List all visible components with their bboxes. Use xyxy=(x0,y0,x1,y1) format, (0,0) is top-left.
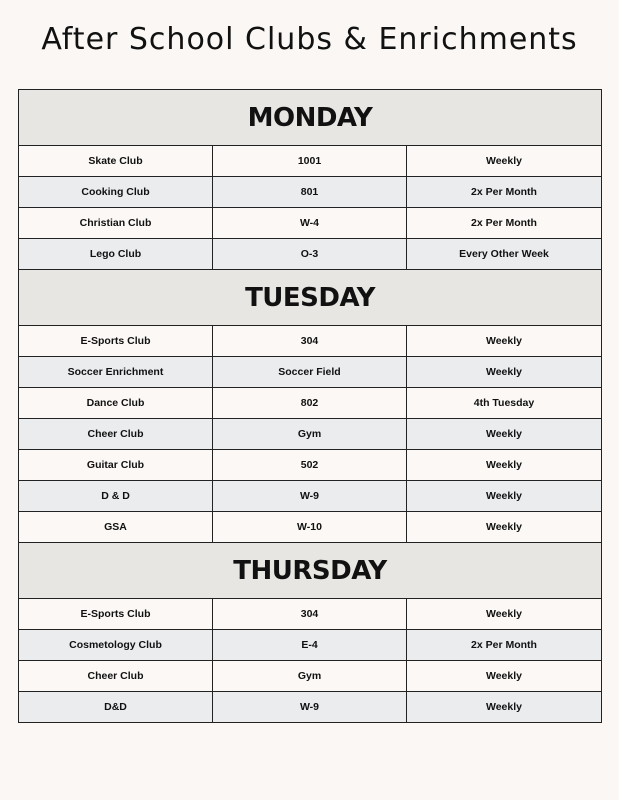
table-row xyxy=(19,599,602,630)
club-name-cell: Cooking Club xyxy=(19,177,213,208)
frequency-cell: Weekly xyxy=(407,692,602,723)
table-row xyxy=(19,512,602,543)
room-cell: 304 xyxy=(213,599,407,630)
table-row xyxy=(19,450,602,481)
club-name-cell: Cosmetology Club xyxy=(19,630,213,661)
club-name-cell: Guitar Club xyxy=(19,450,213,481)
club-name-cell: Skate Club xyxy=(19,146,213,177)
frequency-cell: Weekly xyxy=(407,146,602,177)
room-cell: Gym xyxy=(213,661,407,692)
club-name-cell: D & D xyxy=(19,481,213,512)
day-header-row xyxy=(19,543,602,599)
club-name-cell: Christian Club xyxy=(19,208,213,239)
frequency-cell: Weekly xyxy=(407,450,602,481)
table-row xyxy=(19,630,602,661)
club-schedule-table xyxy=(18,89,602,723)
frequency-cell: 2x Per Month xyxy=(407,630,602,661)
club-name-cell: E-Sports Club xyxy=(19,599,213,630)
table-row xyxy=(19,208,602,239)
frequency-cell: 2x Per Month xyxy=(407,177,602,208)
room-cell: W-9 xyxy=(213,481,407,512)
table-row xyxy=(19,481,602,512)
table-row xyxy=(19,388,602,419)
page-title: After School Clubs & Enrichments xyxy=(41,22,578,57)
frequency-cell: Weekly xyxy=(407,599,602,630)
frequency-cell: Weekly xyxy=(407,481,602,512)
room-cell: Soccer Field xyxy=(213,357,407,388)
room-cell: Gym xyxy=(213,419,407,450)
room-cell: 801 xyxy=(213,177,407,208)
schedule-body xyxy=(19,90,602,723)
club-name-cell: GSA xyxy=(19,512,213,543)
frequency-cell: Weekly xyxy=(407,419,602,450)
room-cell: W-10 xyxy=(213,512,407,543)
day-header-row xyxy=(19,90,602,146)
table-row xyxy=(19,419,602,450)
table-row xyxy=(19,326,602,357)
club-name-cell: Lego Club xyxy=(19,239,213,270)
room-cell: W-4 xyxy=(213,208,407,239)
club-name-cell: Cheer Club xyxy=(19,419,213,450)
room-cell: 1001 xyxy=(213,146,407,177)
table-row xyxy=(19,239,602,270)
frequency-cell: Weekly xyxy=(407,357,602,388)
table-row xyxy=(19,357,602,388)
club-name-cell: D&D xyxy=(19,692,213,723)
table-row xyxy=(19,661,602,692)
table-row xyxy=(19,146,602,177)
room-cell: E-4 xyxy=(213,630,407,661)
room-cell: 802 xyxy=(213,388,407,419)
day-header-row xyxy=(19,270,602,326)
frequency-cell: 2x Per Month xyxy=(407,208,602,239)
club-name-cell: Dance Club xyxy=(19,388,213,419)
frequency-cell: Weekly xyxy=(407,512,602,543)
table-row xyxy=(19,692,602,723)
day-heading: TUESDAY xyxy=(19,270,602,326)
room-cell: 502 xyxy=(213,450,407,481)
room-cell: W-9 xyxy=(213,692,407,723)
day-heading: THURSDAY xyxy=(19,543,602,599)
room-cell: O-3 xyxy=(213,239,407,270)
frequency-cell: Weekly xyxy=(407,326,602,357)
club-name-cell: Soccer Enrichment xyxy=(19,357,213,388)
room-cell: 304 xyxy=(213,326,407,357)
day-heading: MONDAY xyxy=(19,90,602,146)
frequency-cell: 4th Tuesday xyxy=(407,388,602,419)
frequency-cell: Weekly xyxy=(407,661,602,692)
frequency-cell: Every Other Week xyxy=(407,239,602,270)
club-name-cell: Cheer Club xyxy=(19,661,213,692)
table-row xyxy=(19,177,602,208)
club-name-cell: E-Sports Club xyxy=(19,326,213,357)
